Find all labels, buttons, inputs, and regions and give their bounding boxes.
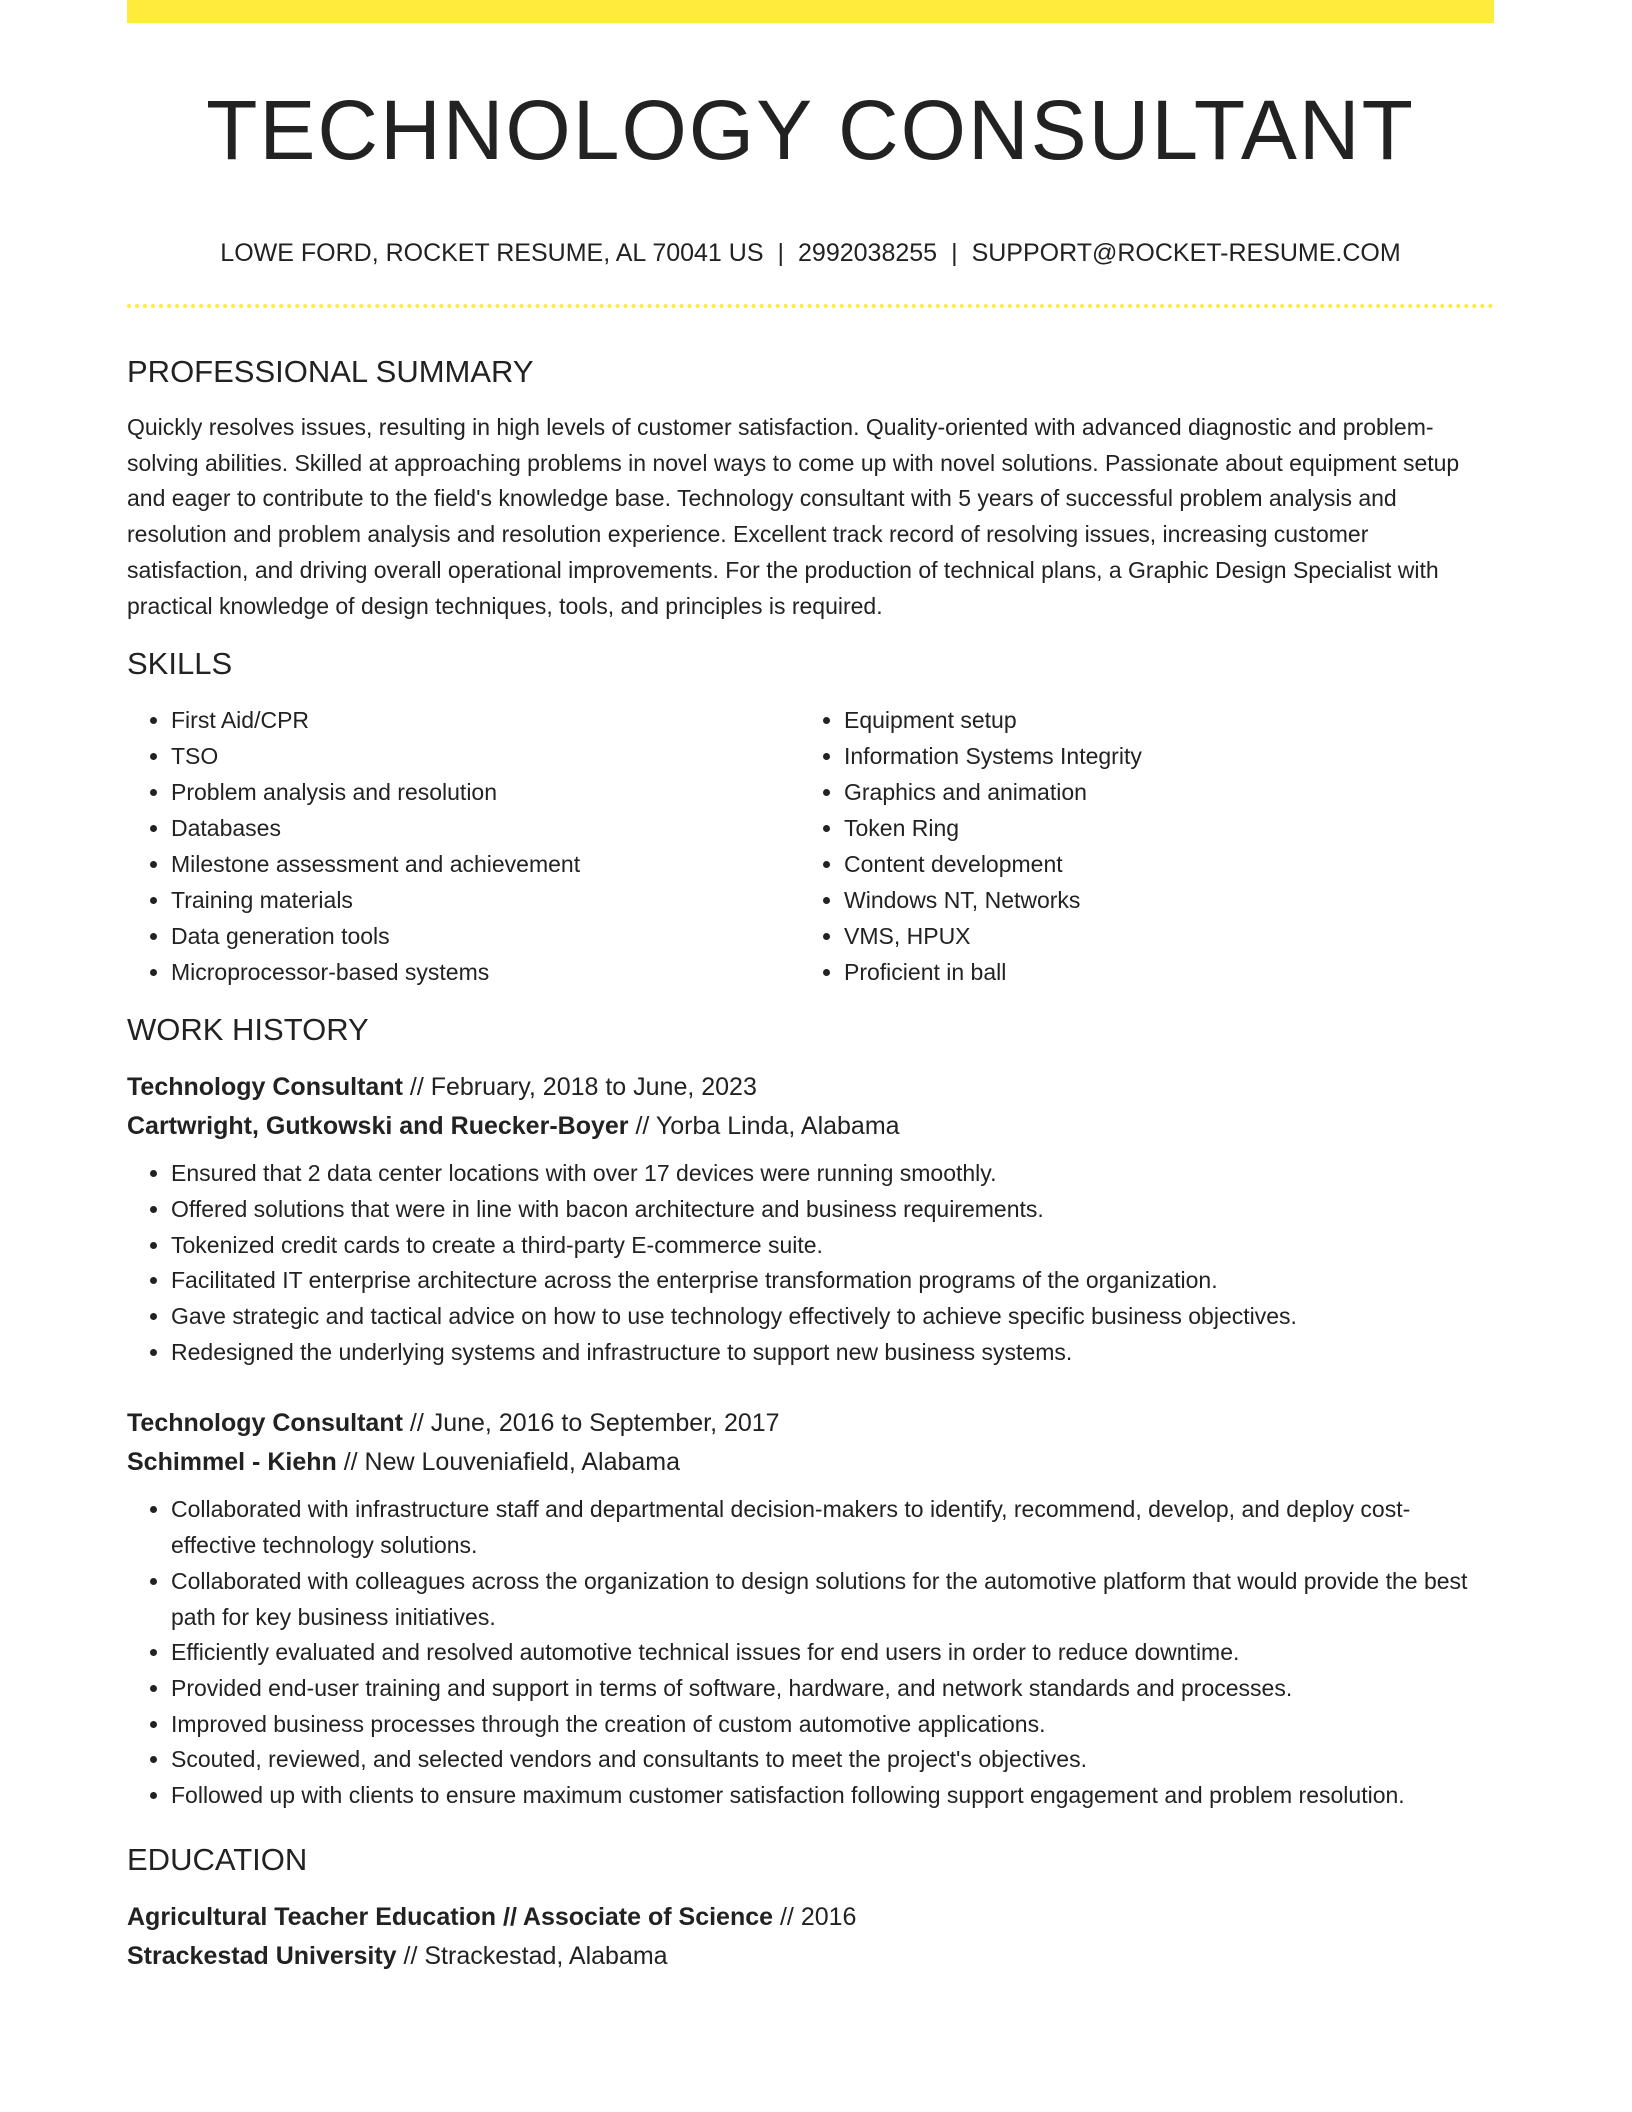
skill-item: • VMS, HPUX xyxy=(844,918,1473,954)
skill-item: • TSO xyxy=(171,738,800,774)
education-heading: EDUCATION xyxy=(127,1841,308,1877)
skill-item: • Data generation tools xyxy=(171,918,800,954)
education-entry xyxy=(127,1898,1494,1976)
skill-item: • Problem analysis and resolution xyxy=(171,774,800,810)
job-bullet: • Collaborated with colleagues across the organization to design solutions for the automotive platform that would provide the best path for key business initiatives. xyxy=(171,1564,1494,1635)
job-location: // Yorba Linda, Alabama xyxy=(635,1112,900,1141)
contact-address: LOWE FORD, ROCKET RESUME, AL 70041 US xyxy=(220,239,764,267)
header-divider xyxy=(127,304,1494,308)
skills-section xyxy=(127,644,1494,990)
contact-separator: | xyxy=(951,239,958,267)
job-bullet: • Gave strategic and tactical advice on how to use technology effectively to achieve specific business objectives. xyxy=(171,1299,1494,1335)
contact-separator: | xyxy=(777,239,785,267)
skill-item: • Proficient in ball xyxy=(844,954,1473,990)
job-bullet: • Followed up with clients to ensure maximum customer satisfaction following support engagement and problem resolution. xyxy=(171,1778,1494,1814)
education-degree: Agricultural Teacher Education // Associate of Science xyxy=(127,1902,774,1931)
summary-text: Quickly resolves issues, resulting in high levels of customer satisfaction. Quality-oriented with advanced diagnostic and problem-solving abilities. Skilled at approaching problems in novel ways to come up with novel solutions. Passionate about equipment setup and eager to contribute to the field's knowledge base. Technology consultant with 5 years of successful problem analysis and resolution and problem analysis and resolution experience. Excellent track record of resolving issues, increasing customer satisfaction, and driving overall operational improvements. For the production of technical plans, a Graphic Design Specialist with practical knowledge of design techniques, tools, and principles is required. xyxy=(127,414,1460,619)
job-header xyxy=(127,1404,1494,1482)
job-bullet: • Tokenized credit cards to create a third-party E-commerce suite. xyxy=(171,1228,1494,1264)
skill-item: • First Aid/CPR xyxy=(171,702,800,738)
skills-list-left xyxy=(127,702,800,990)
work-history-heading: WORK HISTORY xyxy=(127,1012,369,1048)
job-bullet: • Facilitated IT enterprise architecture across the enterprise transformation programs of the organization. xyxy=(171,1263,1494,1299)
skill-item: • Token Ring xyxy=(844,810,1473,846)
education-year: // 2016 xyxy=(779,1902,857,1931)
job-entry xyxy=(127,1068,1494,1370)
skill-item: • Milestone assessment and achievement xyxy=(171,846,800,882)
skill-item: • Databases xyxy=(171,810,800,846)
job-company: Schimmel - Kiehn xyxy=(127,1448,337,1477)
job-bullet: • Offered solutions that were in line with bacon architecture and business requirements. xyxy=(171,1192,1494,1228)
skills-heading: SKILLS xyxy=(127,646,233,682)
contact-phone: 2992038255 xyxy=(798,239,938,267)
education-section xyxy=(127,1840,1494,1976)
skill-item: • Graphics and animation xyxy=(844,774,1473,810)
job-location: // New Louveniafield, Alabama xyxy=(343,1448,681,1477)
job-dates: // February, 2018 to June, 2023 xyxy=(409,1073,757,1102)
job-dates: // June, 2016 to September, 2017 xyxy=(409,1409,780,1438)
contact-email: SUPPORT@ROCKET-RESUME.COM xyxy=(971,239,1401,267)
skill-item: • Windows NT, Networks xyxy=(844,882,1473,918)
skill-item: • Content development xyxy=(844,846,1473,882)
contact-line xyxy=(127,236,1494,270)
education-degree-line xyxy=(127,1898,1494,1937)
summary-section xyxy=(127,352,1494,624)
resume-body xyxy=(127,352,1494,1976)
education-school: Strackestad University xyxy=(127,1941,397,1970)
job-company-line xyxy=(127,1107,1494,1146)
job-title: Technology Consultant xyxy=(127,1409,403,1438)
skill-item: • Microprocessor-based systems xyxy=(171,954,800,990)
education-school-line xyxy=(127,1937,1494,1976)
work-history-section xyxy=(127,1010,1494,1814)
skills-list-right xyxy=(800,702,1473,990)
job-title: Technology Consultant xyxy=(127,1073,403,1102)
job-title-line xyxy=(127,1404,1494,1443)
skill-item: • Equipment setup xyxy=(844,702,1473,738)
job-entry xyxy=(127,1404,1494,1813)
job-bullet: • Redesigned the underlying systems and infrastructure to support new business systems. xyxy=(171,1335,1494,1371)
job-bullets xyxy=(127,1156,1494,1370)
job-company: Cartwright, Gutkowski and Ruecker-Boyer xyxy=(127,1112,629,1141)
education-location: // Strackestad, Alabama xyxy=(403,1941,668,1970)
skill-item: • Information Systems Integrity xyxy=(844,738,1473,774)
job-header xyxy=(127,1068,1494,1146)
resume-title: TECHNOLOGY CONSULTANT xyxy=(206,83,1415,177)
skills-columns xyxy=(127,702,1494,990)
job-bullet: • Provided end-user training and support in terms of software, hardware, and network standards and processes. xyxy=(171,1671,1494,1707)
job-title-line xyxy=(127,1068,1494,1107)
skill-item: • Training materials xyxy=(171,882,800,918)
job-bullet: • Ensured that 2 data center locations with over 17 devices were running smoothly. xyxy=(171,1156,1494,1192)
job-bullet: • Improved business processes through the creation of custom automotive applications. xyxy=(171,1707,1494,1743)
job-bullets xyxy=(127,1492,1494,1813)
summary-heading: PROFESSIONAL SUMMARY xyxy=(127,354,534,389)
accent-top-bar xyxy=(127,0,1494,23)
job-bullet: • Collaborated with infrastructure staff and departmental decision-makers to identify, recommend, develop, and deploy cost-effective technology solutions. xyxy=(171,1492,1494,1563)
job-bullet: • Efficiently evaluated and resolved automotive technical issues for end users in order to reduce downtime. xyxy=(171,1635,1494,1671)
job-company-line xyxy=(127,1443,1494,1482)
job-bullet: • Scouted, reviewed, and selected vendors and consultants to meet the project's objectives. xyxy=(171,1742,1494,1778)
